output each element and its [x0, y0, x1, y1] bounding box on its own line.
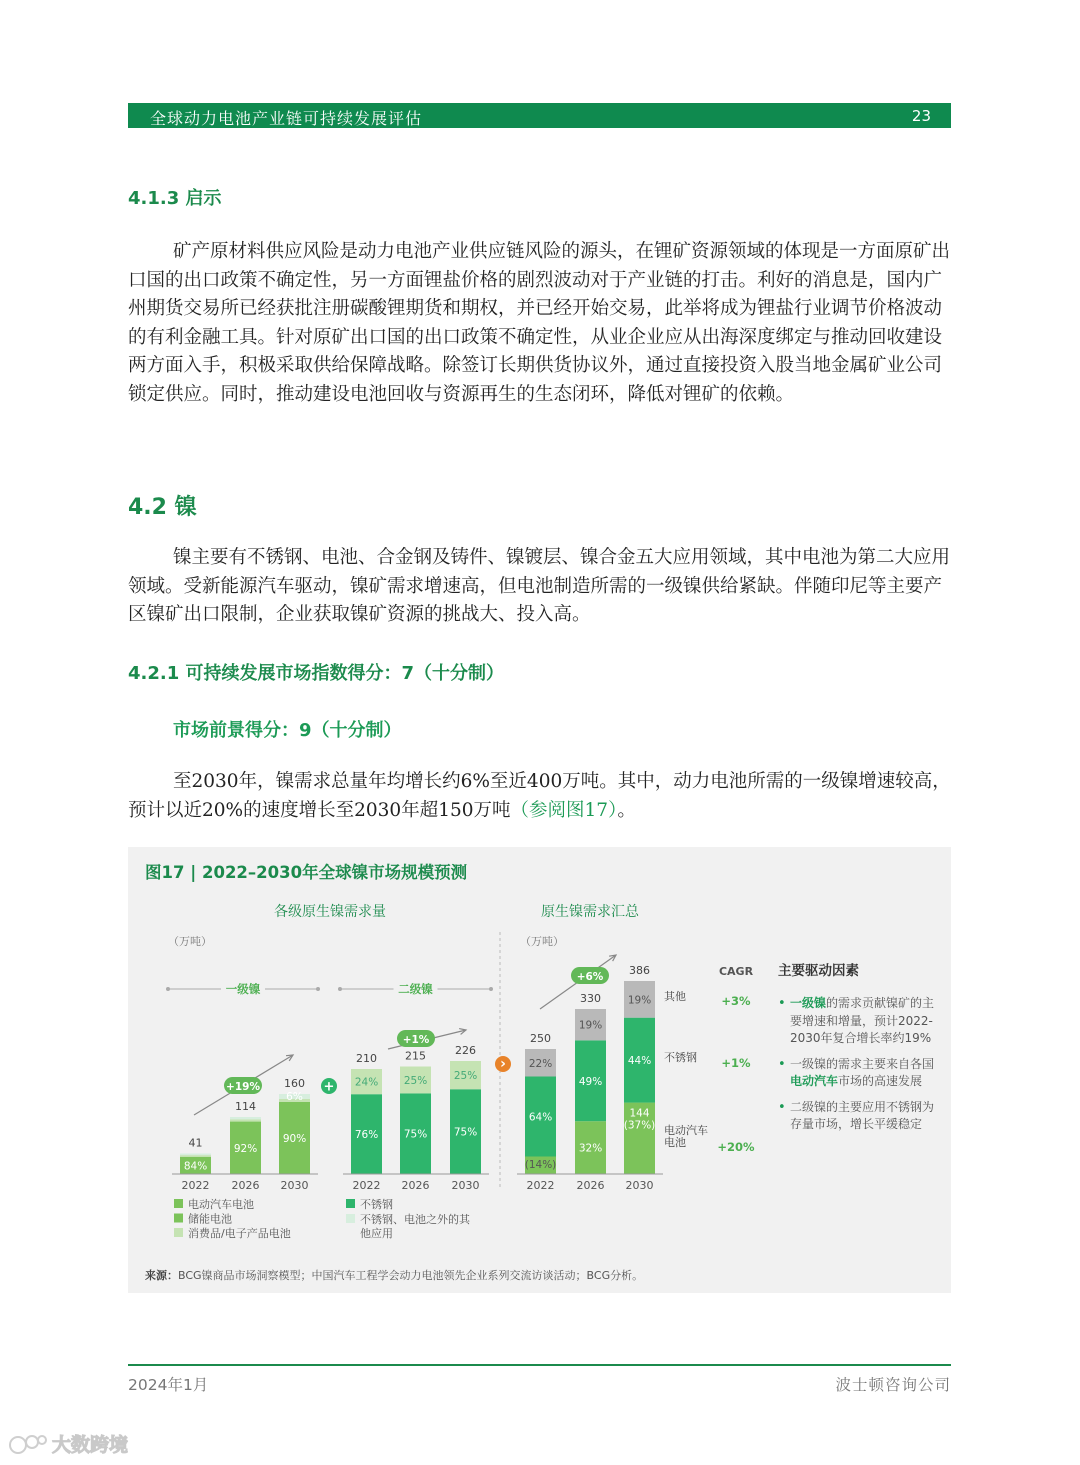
data-label: 90% [282, 1133, 307, 1145]
x-tick-label: 2026 [401, 1179, 430, 1192]
legend-label: 储能电池 [188, 1212, 232, 1226]
series-label: 电动汽车 [664, 1124, 708, 1137]
series-cagr: +3% [721, 994, 751, 1008]
x-tick-label: 2030 [280, 1179, 309, 1192]
data-label: 75% [453, 1126, 478, 1139]
data-label: (14%) [524, 1159, 557, 1171]
arrow-right-icon-glyph: › [500, 1056, 506, 1072]
total-label: 215 [405, 1049, 426, 1063]
panel-header-dot [166, 987, 170, 991]
x-tick-label: 2026 [576, 1179, 605, 1192]
total-label: 226 [455, 1044, 476, 1057]
total-label: 386 [629, 964, 650, 977]
paragraph: 镍主要有不锈钢、电池、合金钢及铸件、镍镀层、镍合金五大应用领域，其中电池为第二大应用领域。受新能源汽车驱动，镍矿需求增速高，但电池制造所需的一级镍供给紧缺。伴随印尼等主要产区镍矿出口限制，企业获取镍矿资源的挑战大、投入高。 [128, 547, 951, 625]
panel-header-label: 二级镍 [398, 982, 433, 996]
data-label: 24% [354, 1076, 379, 1089]
data-label: 84% [183, 1160, 208, 1173]
total-label: 210 [356, 1052, 377, 1065]
watermark: 大数跨境 [8, 1430, 128, 1457]
series-label: 不锈钢 [664, 1051, 697, 1064]
data-label: 49% [578, 1075, 603, 1088]
data-label: 144 [629, 1107, 650, 1120]
data-label: 44% [627, 1055, 652, 1068]
figure-reference-link[interactable]: （参阅图17） [510, 799, 618, 821]
bar-segment [180, 1155, 211, 1157]
data-label: (37%) [623, 1119, 656, 1132]
section-heading-4-1-3: 4.1.3 启示 [128, 188, 222, 209]
section-heading-4-2: 4.2 镍 [128, 495, 197, 520]
footer-company: 波士顿咨询公司 [835, 1376, 951, 1394]
section-body-4-2-1 [128, 768, 951, 825]
unit-label-right: （万吨） [520, 935, 564, 948]
x-tick-label: 2030 [625, 1179, 654, 1192]
total-label: 114 [235, 1100, 256, 1113]
figure-title: 图17 | 2022–2030年全球镍市场规模预测 [145, 863, 468, 882]
legend-swatch [346, 1214, 355, 1223]
data-label: 25% [403, 1074, 428, 1087]
panel-header-label: 一级镍 [225, 982, 261, 996]
legend-swatch [174, 1228, 183, 1237]
series-label: 其他 [664, 990, 686, 1003]
paragraph: 矿产原材料供应风险是动力电池产业供应链风险的源头，在锂矿资源领域的体现是一方面原矿出口国的出口政策不确定性，另一方面锂盐价格的剧烈波动对于产业链的打击。利好的消息是，国内广州期货交易所已经获批注册碳酸锂期货和期权，并已经开始交易，此举将成为锂盐行业调节价格波动的有利金融工具。针对原矿出口国的出口政策不确定性，从业企业应从出海深度绑定与推动回收建设两方面入手，积极采取供给保障战略。除签订长期供货协议外，通过直接投资入股当地金属矿业公司锁定供应。同时，推动建设电池回收与资源再生的生态闭环，降低对锂矿的依赖。 [128, 241, 951, 405]
total-label: 160 [284, 1077, 305, 1090]
total-label: 250 [530, 1032, 551, 1045]
cagr-pill-label: +1% [402, 1034, 430, 1046]
bar-segment [230, 1119, 261, 1121]
driver-item: • 二级镍的主要应用不锈钢为存量市场，增长平缓稳定 [778, 1099, 943, 1134]
key-drivers-panel [778, 959, 943, 1142]
footer-date: 2024年1月 [128, 1376, 209, 1394]
document-title: 全球动力电池产业链可持续发展评估 [150, 109, 423, 128]
data-label: 19% [578, 1019, 603, 1032]
page-number: 23 [911, 107, 931, 125]
unit-label-left: （万吨） [168, 935, 212, 948]
data-label: 92% [233, 1142, 258, 1155]
x-tick-label: 2030 [451, 1179, 480, 1192]
data-label: 6% [286, 1091, 303, 1103]
legend-swatch [174, 1199, 183, 1208]
cagr-header: CAGR [718, 965, 754, 978]
section-heading-4-2-1: 4.2.1 可持续发展市场指数得分：7（十分制） [128, 663, 505, 684]
drivers-title: 主要驱动因素 [778, 963, 859, 979]
section-body-4-2 [128, 544, 951, 630]
legend-label: 消费品/电子产品电池 [188, 1227, 291, 1240]
cagr-pill-label: +6% [576, 971, 604, 983]
panel-header-dot [489, 987, 493, 991]
x-tick-label: 2022 [526, 1179, 555, 1192]
series-cagr: +20% [717, 1140, 755, 1154]
legend-label: 他应用 [360, 1227, 393, 1240]
data-label: 32% [578, 1142, 603, 1155]
market-outlook-score: 市场前景得分：9（十分制） [173, 720, 402, 741]
data-label: 22% [528, 1057, 553, 1070]
legend-swatch [346, 1199, 355, 1208]
legend-label: 电动汽车电池 [188, 1198, 254, 1211]
x-tick-label: 2026 [231, 1179, 260, 1192]
data-label: 64% [528, 1111, 553, 1124]
x-tick-label: 2022 [181, 1179, 210, 1192]
left-chart-title: 各级原生镍需求量 [274, 904, 386, 920]
legend-label: 不锈钢、电池之外的其 [360, 1213, 470, 1226]
paragraph: 至2030年，镍需求总量年均增长约6%至近400万吨。其中，动力电池所需的一级镍增速较高，预计以近20%的速度增长至2030年超150万吨（参阅图17）。 [128, 771, 951, 821]
total-label: 41 [188, 1136, 203, 1150]
footer-divider [128, 1364, 951, 1366]
right-chart-title: 原生镍需求汇总 [541, 904, 639, 920]
panel-header-dot [316, 987, 320, 991]
cagr-pill-label: +19% [226, 1081, 260, 1093]
series-label: 电池 [664, 1136, 686, 1149]
data-label: 25% [453, 1070, 478, 1083]
figure-17 [128, 847, 951, 1293]
series-cagr: +1% [721, 1056, 751, 1070]
running-header [128, 103, 951, 128]
watermark-logo-icon [8, 1431, 48, 1457]
total-label: 330 [580, 992, 601, 1005]
driver-item: • 一级镍的需求贡献镍矿的主要增速和增量，预计2022-2030年复合增长率约19% [778, 995, 943, 1048]
legend-label: 不锈钢 [360, 1198, 393, 1211]
bar-segment [230, 1117, 261, 1119]
x-tick-label: 2022 [352, 1179, 381, 1192]
data-label: 19% [627, 994, 652, 1007]
plus-icon-glyph: + [323, 1079, 335, 1095]
data-label: 76% [354, 1129, 379, 1142]
data-label: 75% [403, 1128, 428, 1141]
figure-source: 来源：BCG镍商品市场洞察模型；中国汽车工程学会动力电池领先企业系列交流访谈活动；BCG分析。 [145, 1269, 644, 1282]
bar-segment [180, 1154, 211, 1156]
legend-swatch [174, 1214, 183, 1223]
section-body-4-1-3 [128, 238, 951, 409]
driver-item: • 一级镍的需求主要来自各国电动汽车市场的高速发展 [778, 1056, 943, 1091]
panel-header-dot [338, 987, 342, 991]
